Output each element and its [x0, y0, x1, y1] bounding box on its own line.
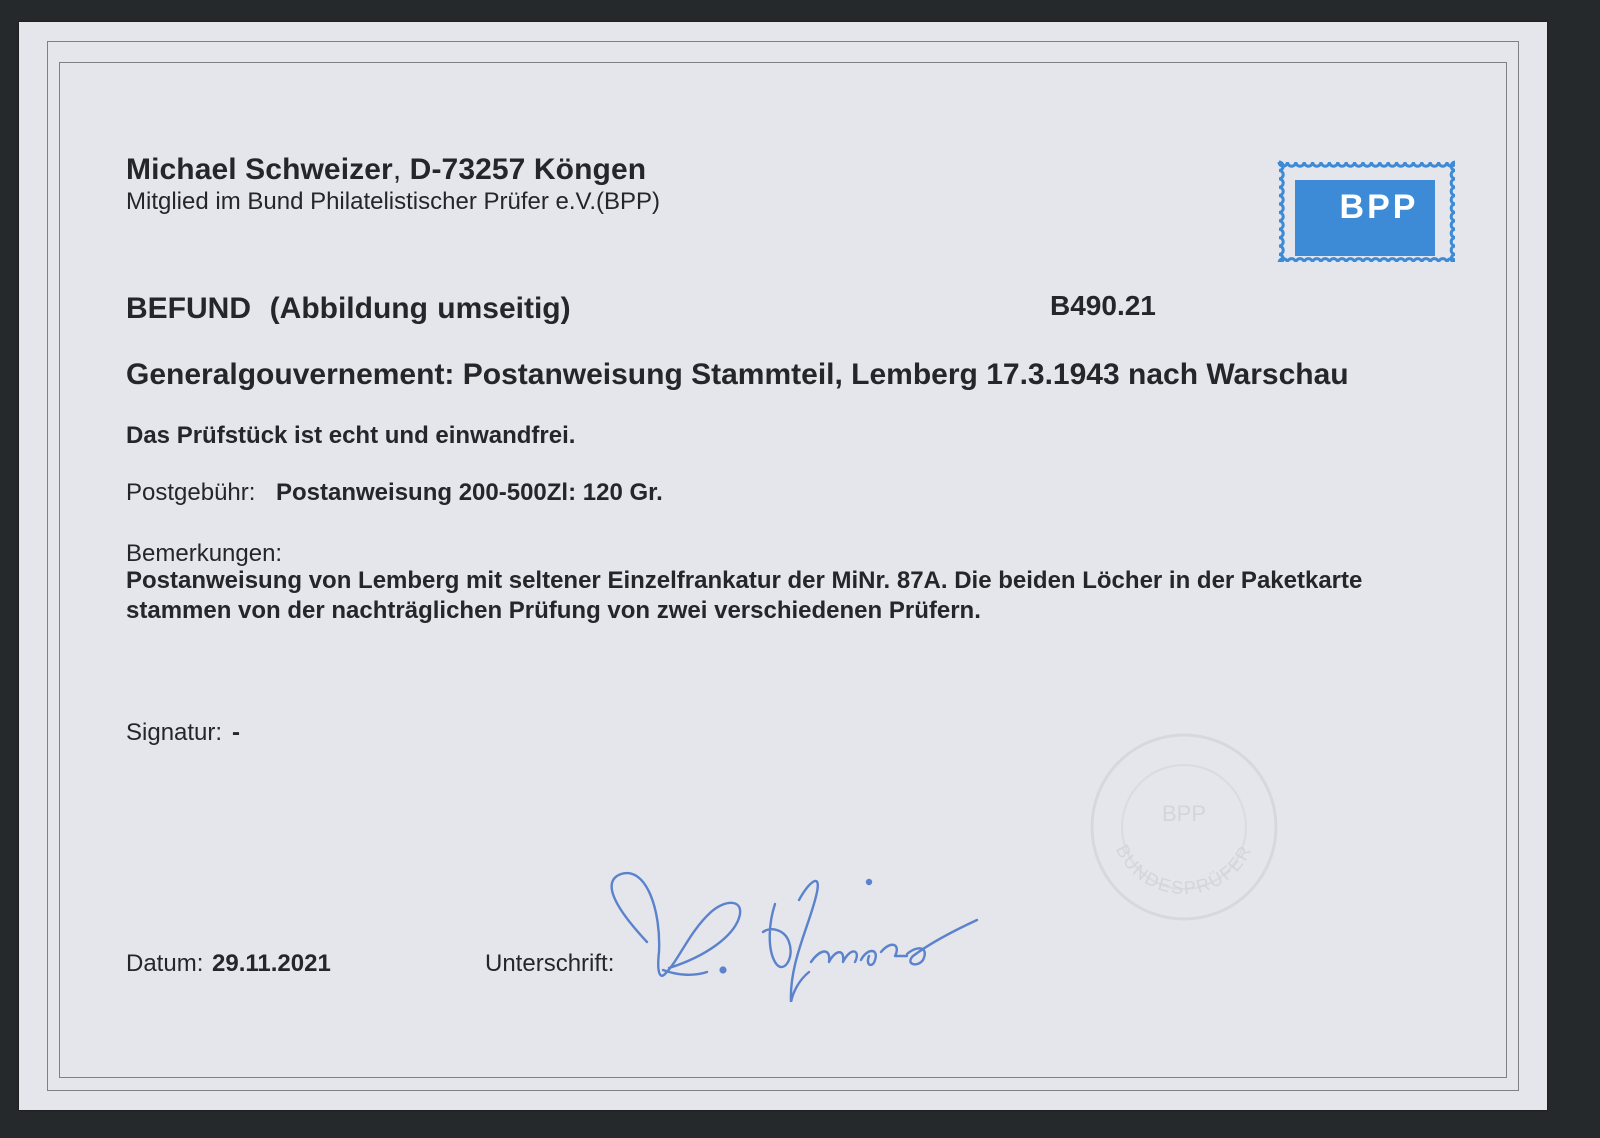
logo-text: BPP: [1339, 188, 1419, 226]
date-value: 29.11.2021: [212, 950, 331, 977]
handwritten-signature: [599, 852, 979, 1002]
signatur-value: -: [232, 719, 240, 746]
certificate-sheet: [19, 22, 1547, 1110]
issuer-name: [126, 153, 646, 187]
fee-value: Postanweisung 200-500Zl: 120 Gr.: [276, 479, 663, 506]
fee-label: Postgebühr:: [126, 479, 256, 506]
issuer-location: D-73257 Köngen: [401, 153, 647, 186]
signatur-label: Signatur:: [126, 719, 223, 746]
signature-label: Unterschrift:: [485, 950, 615, 977]
issuer-separator: ,: [392, 153, 402, 186]
remarks-line-2: stammen von der nachträglichen Prüfung von zwei verschiedenen Prüfern.: [126, 597, 981, 624]
embossed-seal: [1084, 727, 1284, 927]
remarks-label: Bemerkungen:: [126, 540, 283, 567]
befund-heading: BEFUND (Abbildung umseitig): [126, 292, 571, 325]
seal-text-bottom: BUNDESPRÜFER: [1112, 841, 1257, 899]
item-title: Generalgouvernement: Postanweisung Stammteil, Lemberg 17.3.1943 nach Warschau: [126, 358, 1349, 391]
verdict-text: Das Prüfstück ist echt und einwandfrei.: [126, 422, 576, 449]
certificate-number: B490.21: [1050, 290, 1156, 321]
bpp-logo: [1275, 156, 1455, 262]
remarks-line-1: Postanweisung von Lemberg mit seltener Einzelfrankatur der MiNr. 87A. Die beiden Löcher in der Paketkarte: [126, 567, 1363, 594]
seal-text-top: BPP: [1161, 801, 1207, 826]
issuer-name-text: Michael Schweizer: [126, 153, 393, 186]
date-label: Datum:: [126, 950, 204, 977]
issuer-membership: Mitglied im Bund Philatelistischer Prüfer e.V.(BPP): [126, 188, 660, 215]
